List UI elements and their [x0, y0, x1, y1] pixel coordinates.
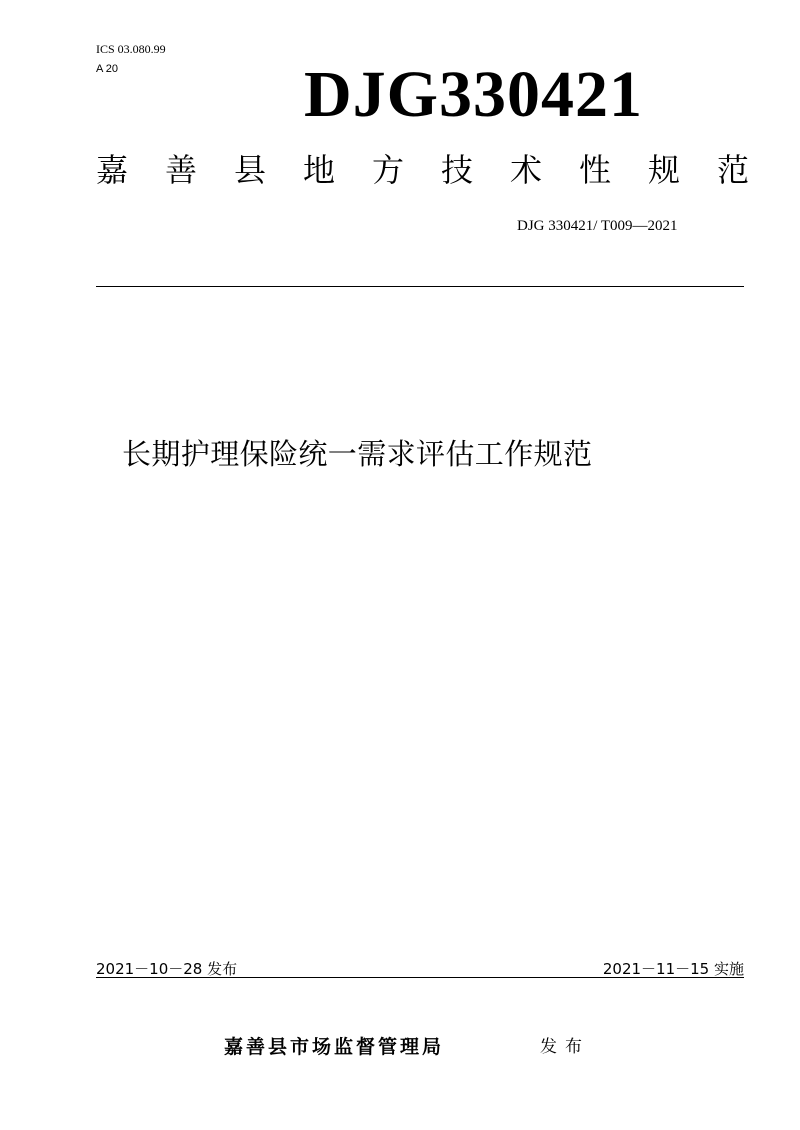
- ics-code: ICS 03.080.99: [96, 42, 166, 56]
- publish-date: 2021－10－28 发布: [96, 960, 238, 978]
- classification-code: A 20: [96, 63, 119, 75]
- standard-code: DJG330421: [304, 58, 643, 131]
- standard-number: DJG 330421/ T009—2021: [517, 218, 678, 234]
- implement-date: 2021－11－15 实施: [602, 960, 744, 978]
- issuer-suffix: 发布: [540, 1037, 590, 1057]
- issuer-name: 嘉善县市场监督管理局: [224, 1036, 445, 1058]
- standard-type-title: 嘉善县地方技术性规范: [96, 151, 787, 189]
- footer-divider: [96, 977, 744, 978]
- header-divider: [96, 286, 744, 287]
- document-title: 长期护理保险统一需求评估工作规范: [122, 437, 593, 471]
